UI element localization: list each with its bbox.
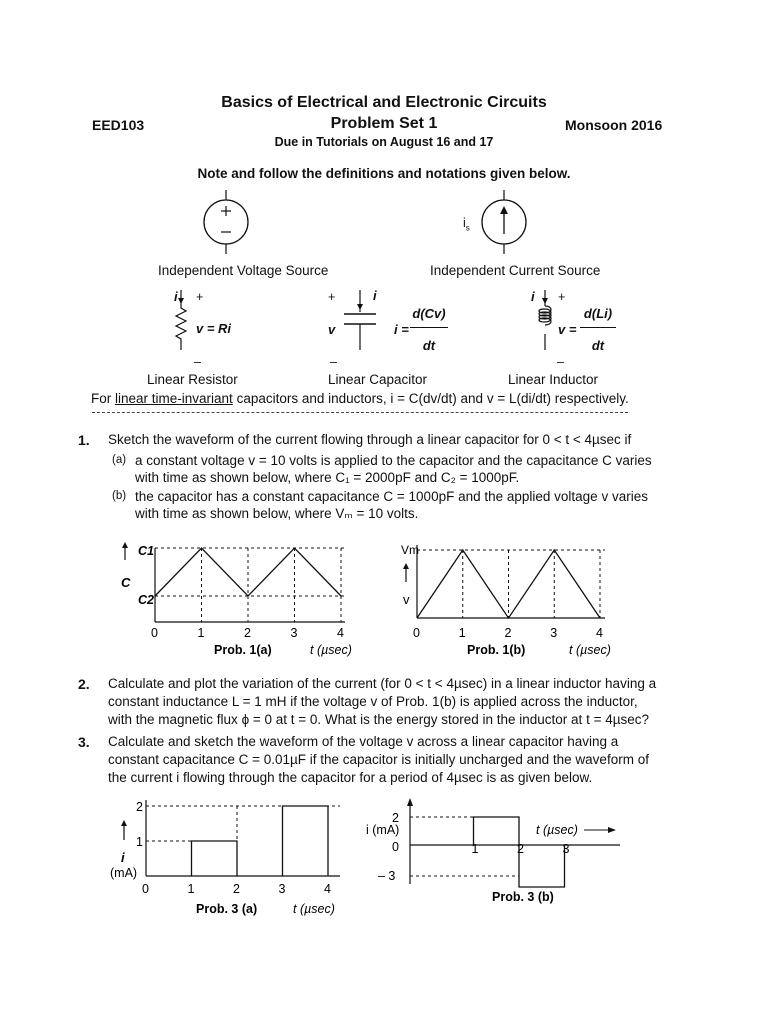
- chart-1a-title: Prob. 1(a): [214, 643, 272, 657]
- resistor-equation: v = Ri: [196, 321, 232, 336]
- problem-1b-tag: (b): [112, 490, 127, 502]
- inductor-equation-lhs: v =: [558, 322, 577, 337]
- problem-2-number: 2.: [78, 676, 90, 692]
- current-source-label: Independent Current Source: [430, 263, 601, 278]
- chart-3a-xtick: 1: [187, 882, 195, 896]
- problem-1-number: 1.: [78, 432, 90, 448]
- problem-1a-line2: with time as shown below, where C₁ = 2000pF and C₂ = 1000pF.: [135, 470, 520, 485]
- chart-3a-ytick-2: 2: [136, 800, 143, 814]
- problem-2-line3: with the magnetic flux ϕ = 0 at t = 0. What is the energy stored in the inductor at t = 4µsec?: [108, 712, 650, 727]
- chart-1b-xtick: 1: [458, 626, 466, 640]
- chart-1a-ylabel: C: [121, 575, 131, 590]
- chart-1a-xtick: 3: [290, 626, 298, 640]
- chart-3b-ytick-0: 0: [392, 840, 399, 854]
- problem-1b-line1: the capacitor has a constant capacitance C = 1000pF and the applied voltage v varies: [135, 489, 648, 504]
- chart-1b-xlabel: t (µsec): [569, 643, 611, 657]
- definition-line: For linear time-invariant capacitors and inductors, i = C(dv/dt) and v = L(di/dt) respectively.: [91, 391, 629, 406]
- chart-1a-xtick: 1: [197, 626, 205, 640]
- problem-2-line1: Calculate and plot the variation of the current (for 0 < t < 4µsec) in a linear inductor having a: [108, 676, 657, 691]
- chart-3a-xtick: 0: [142, 882, 149, 896]
- note-heading: Note and follow the definitions and notations given below.: [197, 166, 571, 181]
- term: Monsoon 2016: [565, 117, 663, 133]
- inductor-current-label: i: [531, 289, 535, 304]
- chart-3a-xtick: 4: [324, 882, 331, 896]
- due-date: Due in Tutorials on August 16 and 17: [274, 135, 494, 149]
- chart-3a-xtick: 3: [278, 882, 286, 896]
- chart-1b-xtick: 4: [596, 626, 603, 640]
- capacitor-voltage-label: v: [328, 322, 336, 337]
- chart-3a-xlabel: t (µsec): [293, 902, 335, 916]
- problem-1b-line2: with time as shown below, where Vₘ = 10 volts.: [135, 506, 419, 521]
- capacitor-current-label: i: [373, 288, 377, 303]
- problem-1a-tag: (a): [112, 454, 127, 466]
- chart-3a-title: Prob. 3 (a): [196, 902, 258, 916]
- problem-3-line3: the current i flowing through the capacitor for a period of 4µsec is as given below.: [108, 770, 593, 785]
- chart-1b-xtick: 0: [413, 626, 420, 640]
- chart-3a-ylabel-i: i: [121, 850, 125, 865]
- capacitor-equation-lhs: i =: [394, 322, 409, 337]
- course-code: EED103: [92, 117, 145, 133]
- resistor-minus: –: [194, 355, 201, 369]
- chart-3b-ytick-neg3: – 3: [378, 869, 396, 883]
- inductor-plus: +: [558, 290, 566, 304]
- chart-3b-xtick: 2: [517, 842, 524, 856]
- chart-3b-title: Prob. 3 (b): [492, 890, 554, 904]
- chart-3a-xtick: 2: [233, 882, 240, 896]
- chart-3b-xtick: 1: [471, 842, 479, 856]
- current-source-symbol: $i_s$: [463, 216, 470, 233]
- chart-3b-xlabel: t (µsec): [536, 823, 578, 837]
- chart-1a-xlabel: t (µsec): [310, 643, 352, 657]
- voltage-source-label: Independent Voltage Source: [158, 263, 329, 278]
- chart-1b-xtick: 3: [550, 626, 558, 640]
- inductor-label: Linear Inductor: [508, 372, 599, 387]
- chart-3b-ytick-2: 2: [392, 811, 399, 825]
- capacitor-minus: –: [330, 355, 337, 369]
- chart-3b-xtick: 3: [562, 842, 570, 856]
- inductor-equation-numerator: d(Li): [583, 306, 613, 321]
- resistor-label: Linear Resistor: [147, 372, 238, 387]
- problem-1a-line1: a constant voltage v = 10 volts is applied to the capacitor and the capacitance C varies: [135, 453, 652, 468]
- chart-1b-ytick-vm: Vm: [401, 543, 419, 557]
- problem-3-line2: constant capacitance C = 0.01µF if the capacitor is initially uncharged and the waveform of: [108, 752, 649, 767]
- resistor-current-label: i: [174, 289, 178, 304]
- problem-3-line1: Calculate and sketch the waveform of the voltage v across a linear capacitor having a: [108, 734, 619, 749]
- chart-1b-title: Prob. 1(b): [467, 643, 526, 657]
- chart-1b-ylabel: v: [403, 592, 410, 607]
- document-title: Basics of Electrical and Electronic Circuits: [221, 94, 547, 111]
- chart-3b-ylabel: i (mA): [366, 823, 400, 837]
- chart-1a-xtick: 2: [244, 626, 251, 640]
- chart-3a-ylabel-unit: (mA): [110, 866, 138, 880]
- chart-3a-ytick-1: 1: [136, 835, 143, 849]
- inductor-minus: –: [557, 355, 564, 369]
- problem-1-text: Sketch the waveform of the current flowing through a linear capacitor for 0 < t < 4µsec if: [108, 432, 632, 447]
- chart-1a-xtick: 0: [151, 626, 158, 640]
- capacitor-equation-denominator: dt: [422, 338, 436, 353]
- chart-1a-ytick-c2: C2: [138, 593, 154, 607]
- chart-1a-ytick-c1: C1: [138, 544, 154, 558]
- chart-1b-xtick: 2: [504, 626, 512, 640]
- capacitor-label: Linear Capacitor: [328, 372, 428, 387]
- problem-set-title: Problem Set 1: [330, 115, 438, 132]
- problem-2-line2: constant inductance L = 1 mH if the voltage v of Prob. 1(b) is applied across the inductor,: [108, 694, 638, 709]
- problem-3-number: 3.: [78, 734, 90, 750]
- capacitor-equation-numerator: d(Cv): [412, 306, 446, 321]
- resistor-plus: +: [196, 290, 204, 304]
- chart-1a-xtick: 4: [337, 626, 344, 640]
- capacitor-plus: +: [328, 290, 336, 304]
- inductor-equation-denominator: dt: [591, 338, 605, 353]
